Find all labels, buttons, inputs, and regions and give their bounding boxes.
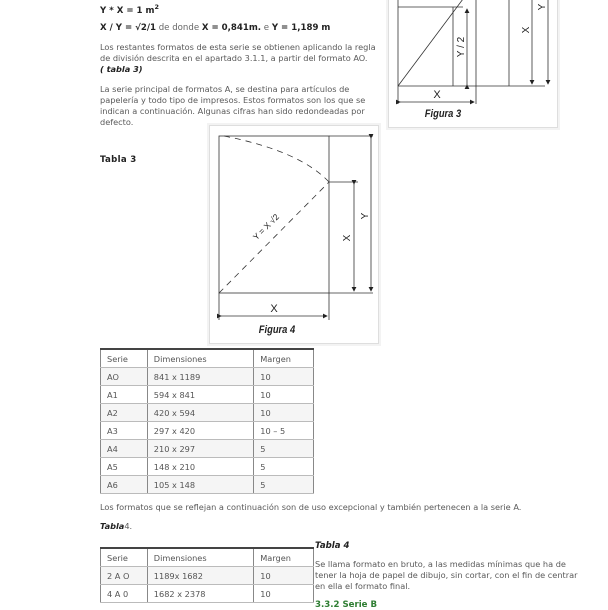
cell-margen: 5 — [254, 458, 314, 476]
equation-area-text: Y * X = 1 m — [100, 5, 155, 16]
equation-ratio-text: X / Y = √2/1 — [100, 23, 156, 33]
cell-serie: AO — [101, 368, 148, 386]
column-header-serie: Serie — [101, 548, 148, 567]
equation-exponent: 2 — [154, 3, 159, 11]
figure-3-label-y-half: Y / 2 — [456, 36, 467, 58]
equation-ratio — [100, 23, 330, 33]
cell-dimensiones: 210 x 297 — [147, 440, 253, 458]
cell-dimensiones: 148 x 210 — [147, 458, 253, 476]
table-row — [101, 458, 314, 476]
table-row — [101, 440, 314, 458]
table-row — [101, 386, 314, 404]
figure-4-drawing — [210, 126, 378, 343]
tabla4-side-label: Tabla 4 — [315, 541, 350, 551]
cell-margen: 10 — [254, 585, 314, 603]
figure-3-label-x: X — [433, 89, 441, 101]
cell-serie: 2 A O — [101, 567, 148, 585]
paragraph-text: Los restantes formatos de esta serie se obtienen aplicando la regla de división descrita en el apartado 3.1.1, a partir del formato AO. — [100, 42, 376, 63]
cell-dimensiones: 1189x 1682 — [147, 567, 253, 585]
table-row — [101, 422, 314, 440]
cell-dimensiones: 841 x 1189 — [147, 368, 253, 386]
section-heading-serie-b: 3.3.2 Serie B — [315, 600, 378, 610]
table-row — [101, 476, 314, 494]
column-header-dimensiones: Dimensiones — [147, 548, 253, 567]
figure-3-caption: Figura 3 — [424, 108, 462, 120]
cell-margen: 10 — [254, 386, 314, 404]
paragraph-serie-a — [100, 84, 385, 128]
figure-3-label-y: Y — [537, 3, 548, 11]
cell-margen: 10 — [254, 368, 314, 386]
table-4 — [100, 547, 314, 603]
table-row — [101, 368, 314, 386]
table-header-row — [101, 548, 314, 567]
cell-margen: 10 — [254, 567, 314, 585]
table-row — [101, 585, 314, 603]
cell-margen: 10 — [254, 404, 314, 422]
cell-serie: A5 — [101, 458, 148, 476]
equation-x-value: X = 0,841m. — [201, 23, 262, 33]
tabla3-heading: Tabla 3 — [100, 155, 137, 165]
tabla4-label: Tabla — [100, 521, 125, 531]
equation-connector: de donde — [156, 23, 202, 33]
cell-serie: A6 — [101, 476, 148, 494]
paragraph-excepcional: Los formatos que se reflejan a continuación son de uso excepcional y también pertenecen a la serie A. — [100, 502, 522, 512]
column-header-dimensiones: Dimensiones — [147, 349, 253, 368]
cell-dimensiones: 594 x 841 — [147, 386, 253, 404]
tabla4-side-heading — [315, 541, 350, 551]
column-header-serie: Serie — [101, 349, 148, 368]
cell-margen: 10 – 5 — [254, 422, 314, 440]
cell-dimensiones: 420 x 594 — [147, 404, 253, 422]
figure-4 — [209, 125, 379, 344]
table-reference: ( tabla 3) — [100, 64, 143, 74]
figure-3 — [388, 0, 558, 128]
tabla4-reference — [100, 521, 132, 532]
column-header-margen: Margen — [254, 548, 314, 567]
table-header-row — [101, 349, 314, 368]
cell-serie: 4 A 0 — [101, 585, 148, 603]
figure-4-label-diagonal: Y = X √2 — [250, 211, 281, 242]
table-3 — [100, 348, 314, 494]
cell-margen: 5 — [254, 440, 314, 458]
cell-dimensiones: 1682 x 2378 — [147, 585, 253, 603]
equation-area — [100, 3, 159, 16]
figure-4-label-x: X — [270, 303, 278, 315]
paragraph-formato-bruto: Se llama formato en bruto, a las medidas mínimas que ha de tener la hoja de papel de dibujo, sin cortar, con el fin de centrar en ella el formato final. — [315, 559, 578, 591]
tabla4-number: 4. — [124, 521, 133, 531]
figure-4-label-x-vertical: X — [342, 234, 353, 242]
cell-serie: A4 — [101, 440, 148, 458]
cell-dimensiones: 105 x 148 — [147, 476, 253, 494]
paragraph-divisions — [100, 42, 385, 75]
table-row — [101, 567, 314, 585]
cell-serie: A2 — [101, 404, 148, 422]
paragraph-text: La serie principal de formatos A, se destina para artículos de papelería y todo tipo de impresos. Estos formatos son los que se indican a continuación. Algunas cifras han sido redondeadas por defecto. — [100, 84, 366, 127]
cell-dimensiones: 297 x 420 — [147, 422, 253, 440]
figure-3-label-x-vertical: X — [521, 26, 532, 34]
cell-serie: A3 — [101, 422, 148, 440]
table-row — [101, 404, 314, 422]
equation-y-value: Y = 1,189 m — [271, 23, 331, 33]
cell-margen: 5 — [254, 476, 314, 494]
figure-4-label-y: Y — [360, 212, 371, 220]
cell-serie: A1 — [101, 386, 148, 404]
column-header-margen: Margen — [254, 349, 314, 368]
figure-4-caption: Figura 4 — [258, 324, 296, 336]
figure-3-drawing — [389, 0, 557, 127]
equation-connector: e — [261, 23, 272, 33]
